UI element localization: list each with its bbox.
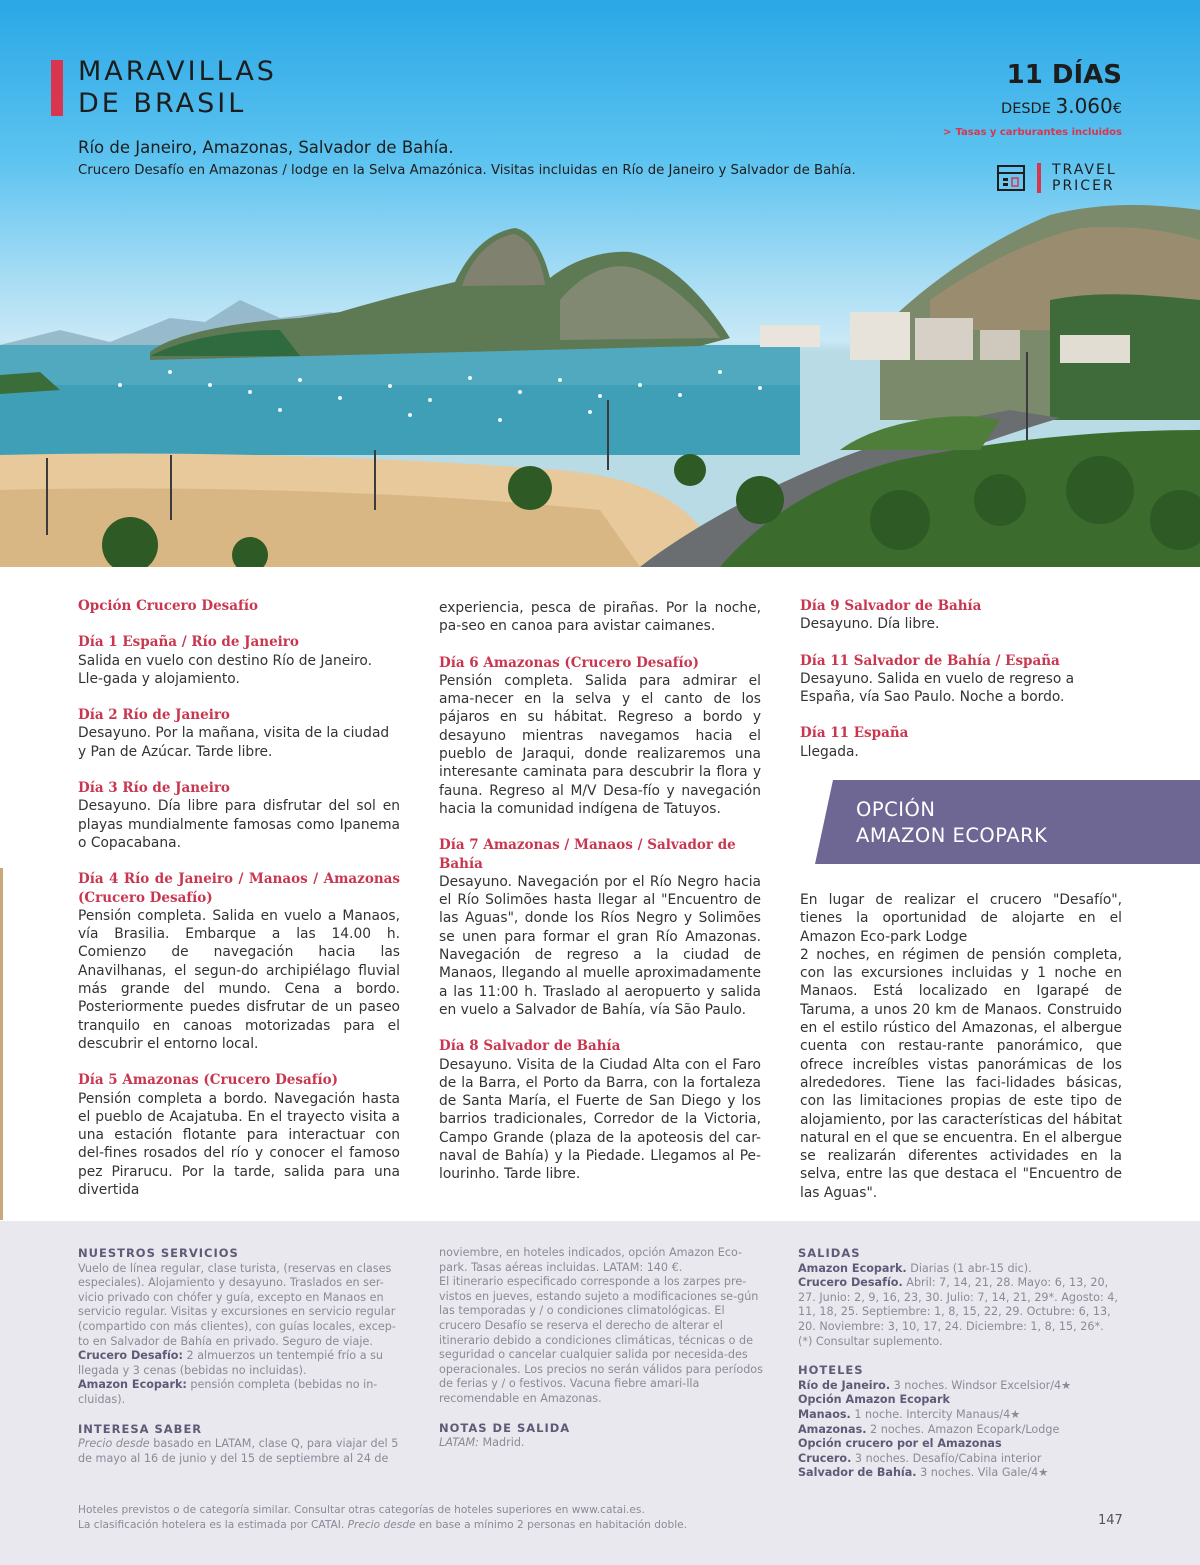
hotel-label: Amazonas. (798, 1422, 867, 1436)
departure-label: LATAM: (439, 1436, 479, 1450)
day-text: Desayuno. Navegación por el Río Negro hacia el Río Solimões hasta llegar al "Encuentro de las Aguas", donde los Ríos Negro y Solimões se unen para formar el gran Río Amazonas. Navegación de regreso a la ciudad de Manaos, llegando al muelle aproximadamente a las 11:00 h. Traslado al aeropuerto y salida en vuelo a Salvador de Bahía, vía São Paulo. (439, 873, 761, 1018)
amazon-paragraph-1: En lugar de realizar el crucero "Desafío", tienes la oportunidad de alojarte en el Amazon Eco-park Lodge (800, 892, 1122, 945)
services-ecopark-text: pensión completa (bebidas no in-cluidas). (78, 1378, 378, 1406)
day-text: Pensión completa. Salida para admirar el ama-necer en la selva y el canto de los pájaros en su hábitat. Regreso a bordo y desayuno mientras navegamos hacia el pueblo de Jaraqui, donde realizaremos una interesante caminata para descubrir la flora y fauna. Regreso al M/V Desa-fío y navegación hacia la comunidad indígena de Tatuyos. (439, 672, 761, 817)
day-title: Día 4 Río de Janeiro / Manaos / Amazonas (Crucero Desafío) (78, 871, 400, 906)
know-continued-text: noviembre, en hoteles indicados, opción Amazon Eco-park. Tasas aéreas incluidas. LATAM: 140 €. (439, 1246, 743, 1274)
departure-notes-text (439, 1436, 763, 1451)
chevron-right-icon: > (943, 127, 952, 138)
hotel-label: Opción crucero por el Amazonas (798, 1437, 1002, 1451)
price-label (1001, 94, 1122, 118)
price-currency: € (1112, 101, 1122, 117)
know-italic: Precio desde (78, 1437, 150, 1451)
know-block (78, 1422, 402, 1467)
info-column-2 (439, 1246, 763, 1465)
itinerary-column-3 (800, 597, 1122, 779)
hotel-text: 3 noches. Desafío/Cabina interior (851, 1451, 1042, 1465)
day-title: Día 9 Salvador de Bahía (800, 598, 982, 614)
services-cruise-label: Crucero Desafío: (78, 1349, 183, 1363)
dates-ecopark-text: Diarias (1 abr-15 dic). (906, 1261, 1032, 1275)
itinerary-day (78, 870, 400, 1053)
hotel-row (798, 1408, 1128, 1423)
page-edge-accent (0, 868, 3, 1220)
footer-line-2 (78, 1518, 687, 1533)
services-cruise-text: 2 almuerzos un tentempié frío a su llegada y 3 cenas (bebidas no incluidas). (78, 1349, 384, 1377)
itinerary-day (78, 1071, 400, 1199)
itinerary-day (439, 1037, 761, 1183)
footer-line-1: Hoteles previstos o de categoría similar. Consultar otras categorías de hoteles superiores en www.catai.es. (78, 1504, 645, 1516)
hotel-label: Crucero. (798, 1451, 852, 1465)
departure-city: Madrid. (478, 1436, 525, 1450)
hotel-row (798, 1393, 1128, 1408)
page-number: 147 (1098, 1513, 1123, 1528)
day-title: Día 8 Salvador de Bahía (439, 1038, 621, 1055)
travel-pricer-logo (1052, 162, 1117, 194)
services-block (78, 1246, 402, 1408)
travel-pricer-line-1: TRAVEL (1052, 162, 1117, 178)
hotel-label: Salvador de Bahía. (798, 1466, 917, 1480)
services-ecopark-label: Amazon Ecopark: (78, 1378, 187, 1392)
itinerary-column-1 (78, 597, 400, 1217)
day-title: Día 2 Río de Janeiro (78, 707, 230, 724)
know-heading: INTERESA SABER (78, 1421, 203, 1436)
hotel-row (798, 1379, 1128, 1394)
hotel-text: 1 noche. Intercity Manaus/4★ (850, 1407, 1021, 1421)
services-heading: NUESTROS SERVICIOS (78, 1246, 239, 1260)
dates-block (798, 1246, 1128, 1349)
know-continued-block (439, 1246, 763, 1407)
footer-line-2-end: en base a mínimo 2 personas en habitación doble. (415, 1519, 688, 1531)
tax-note-text: Tasas y carburantes incluidos (955, 127, 1122, 138)
hotel-text: 3 noches. Vila Gale/4★ (916, 1466, 1049, 1480)
hotel-row (798, 1423, 1128, 1438)
services-cruise (78, 1349, 402, 1378)
title-accent-bar (51, 60, 63, 116)
day-text: Pensión completa. Salida en vuelo a Manaos, vía Brasilia. Embarque a las 14.00 h. Comienzo de navegación hacia las Anavilhanas, el segun-do archipiélago fluvial más grande del mundo. Cena a bordo. Posteriormente puedes disfrutar de un paseo tranquilo en canoas motorizadas para el descubrir el entorno local. (78, 907, 400, 1052)
day-title: Día 5 Amazonas (Crucero Desafío) (78, 1072, 339, 1089)
itinerary-day (439, 654, 761, 819)
info-column-1 (78, 1246, 402, 1480)
day-title: Día 7 Amazonas / Manaos / Salvador de Bahía (439, 837, 736, 872)
services-text: Vuelo de línea regular, clase turista, (reservas en clases especiales). Alojamiento y desayuno. Traslados en ser-vicio privado con chófer y guía, excepto en Manaos en servicio regular. Visitas y excursiones en servicio regular (compartido con más clientes), con guías locales, excep-to en Salvador de Bahía en privado. Seguro de viaje. (78, 1261, 396, 1348)
day-text: Llegada. (800, 743, 859, 760)
day-text: Desayuno. Salida en vuelo de regreso a España, vía Sao Paulo. Noche a bordo. (800, 670, 1075, 706)
page-title (78, 56, 277, 120)
hotels-heading: HOTELES (798, 1363, 864, 1378)
dates-ecopark (798, 1262, 1128, 1277)
duration-label: 11 DÍAS (1006, 60, 1122, 90)
hotels-block (798, 1363, 1128, 1481)
day-text: Desayuno. Por la mañana, visita de la ciudad y Pan de Azúcar. Tarde libre. (78, 725, 390, 760)
day-text: Pensión completa a bordo. Navegación hasta el pueblo de Acajatuba. En el trayecto visita a una estación flotante para interactuar con del-fines rosados del río y conocer el famoso pez Pirarucu. Por la tarde, salida para una divertida (78, 1090, 400, 1199)
travel-pricer-line-2: PRICER (1052, 178, 1115, 194)
title-line-1: MARAVILLAS (78, 56, 277, 87)
dates-heading: SALIDAS (798, 1246, 861, 1260)
day-text: Salida en vuelo con destino Río de Janeiro. Lle-gada y alojamiento. (78, 652, 372, 687)
hotel-text: 2 noches. Amazon Ecopark/Lodge (866, 1422, 1060, 1436)
day-text: Desayuno. Día libre para disfrutar del sol en playas mundialmente famosas como Ipanema o Copacabana. (78, 798, 400, 851)
itinerary-day (800, 652, 1122, 707)
itinerary-day (78, 779, 400, 852)
amazon-paragraph-2: 2 noches, en régimen de pensión completa, con las excursiones incluidas y 1 noche en Manaos. Está localizado en Igarapé de Taruma, a unos 20 km de Manaos. Construido en el estilo rústico del Amazonas, el albergue cuenta con restau-rante panorámico, que ofrece increíbles vistas panorámicas de los alrededores. Tiene las faci-lidades básicas, con las limitaciones propias de este tipo de alojamiento, por las características del hábitat natural en el que se encuentra. En el albergue se realizarán diferentes actividades en la selva, entre las que destaca el "Encuentro de las Aguas". (800, 946, 1122, 1201)
itinerary-day (78, 633, 400, 688)
calculator-icon (997, 165, 1025, 191)
banner-line-2: AMAZON ECOPARK (856, 824, 1048, 847)
price-amount: 3.060 (1055, 94, 1113, 118)
itinerary-day (800, 597, 1122, 634)
itinerary-day (800, 724, 1122, 761)
day-text: experiencia, pesca de pirañas. Por la noche, pa-seo en canoa para avistar caimanes. (439, 600, 761, 635)
footer-line-2-italic: Precio desde (347, 1519, 416, 1531)
hotel-row (798, 1466, 1128, 1481)
departure-notes-heading: NOTAS DE SALIDA (439, 1420, 571, 1435)
section-title: Opción Crucero Desafío (78, 598, 258, 614)
day-title: Día 3 Río de Janeiro (78, 780, 230, 797)
itinerary-day-continued (439, 599, 761, 636)
banner-line-1: OPCIÓN (856, 798, 936, 821)
price-prefix: DESDE (1001, 101, 1051, 117)
day-text: Desayuno. Visita de la Ciudad Alta con el Faro de la Barra, el Porto da Barra, con la fortaleza de Santa María, el Fuerte de San Diego y los barrios tradicionales, Corredor de la Victoria, Campo Grande (plaza de la apoteosis del car-naval de Bahía) y la Piedade. Llegamos al Pe-lourinho. Tarde libre. (439, 1056, 761, 1183)
hotel-label: Río de Janeiro. (798, 1378, 891, 1392)
services-ecopark (78, 1378, 402, 1407)
day-text: Desayuno. Día libre. (800, 616, 940, 633)
trip-description: Crucero Desafío en Amazonas / lodge en la Selva Amazónica. Visitas incluidas en Río de Janeiro y Salvador de Bahía. (78, 163, 856, 178)
departure-notes-block (439, 1421, 763, 1451)
itinerary-column-2 (439, 599, 761, 1202)
day-title: Día 11 España (800, 725, 909, 742)
day-title: Día 6 Amazonas (Crucero Desafío) (439, 654, 700, 671)
destinations-subtitle: Río de Janeiro, Amazonas, Salvador de Bahía. (78, 138, 454, 157)
dates-cruise-text: Abril: 7, 14, 21, 28. Mayo: 6, 13, 20, 27. Junio: 2, 9, 16, 23, 30. Julio: 7, 14, 21, 29*. Agosto: 4, 11, 18, 25. Septiembre: 1, 8, 15, 22, 29. Octubre: 6, 13, 20. Noviembre: 3, 10, 17, 24. Diciembre: 1, 8, 15, 26*. (798, 1276, 1118, 1333)
tax-note (943, 127, 1122, 138)
hotel-row (798, 1437, 1128, 1452)
footer-notes (78, 1503, 687, 1533)
amazon-ecopark-description (800, 891, 1122, 1202)
hotel-label: Manaos. (798, 1407, 851, 1421)
know-body: basado en LATAM, clase Q, para viajar del 5 de mayo al 16 de junio y del 15 de septiembre al 24 de (78, 1437, 399, 1465)
day-title: Día 1 España / Río de Janeiro (78, 634, 299, 651)
amazon-ecopark-banner-title (856, 797, 1047, 849)
dates-ecopark-label: Amazon Ecopark. (798, 1261, 907, 1275)
itinerary-day (78, 706, 400, 761)
dates-note: (*) Consultar suplemento. (798, 1334, 943, 1348)
info-column-3 (798, 1246, 1128, 1495)
hotel-row (798, 1452, 1128, 1467)
itinerary-day (439, 836, 761, 1019)
itinerary-notes-text: El itinerario especificado corresponde a los zarpes pre-vistos en jueves, estando sujeto a modificaciones se-gún las temporadas y / o condiciones climatológicas. El crucero Desafío se reserva el derecho de alterar el itinerario debido a condiciones climáticas, técnicas o de seguridad o cancelar cualquier salida por necesida-des operacionales. Los precios no serán válidos para períodos de ferias y / o festivos. Vacuna fiebre amari-lla recomendable en Amazonas. (439, 1275, 763, 1405)
dates-cruise (798, 1276, 1128, 1334)
travel-pricer-accent-bar (1037, 163, 1041, 193)
know-text (78, 1437, 402, 1466)
hotel-label: Opción Amazon Ecopark (798, 1393, 950, 1407)
day-title: Día 11 Salvador de Bahía / España (800, 652, 1060, 669)
footer-line-2-start: La clasificación hotelera es la estimada por CATAI. (78, 1519, 348, 1531)
title-line-2: DE BRASIL (78, 88, 247, 119)
hotel-text: 3 noches. Windsor Excelsior/4★ (890, 1378, 1072, 1392)
dates-cruise-label: Crucero Desafío. (798, 1276, 903, 1290)
